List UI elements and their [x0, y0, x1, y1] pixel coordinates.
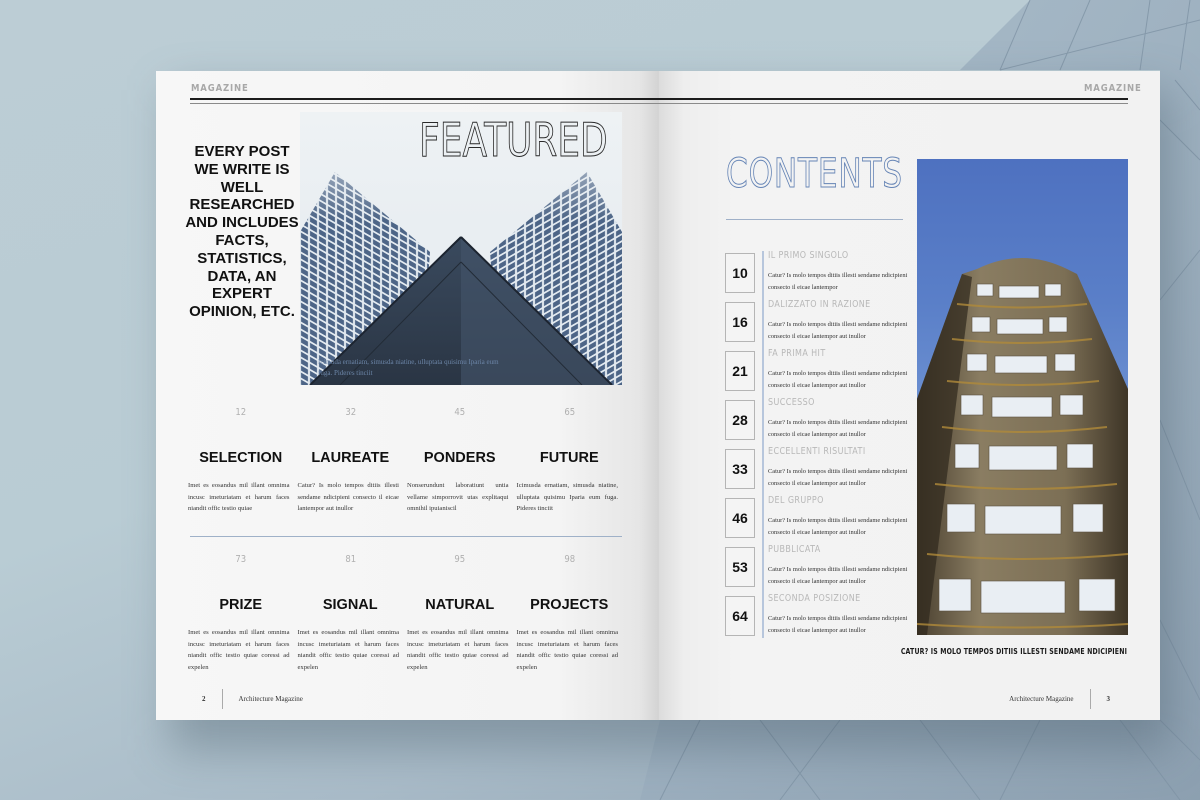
section-item — [515, 554, 625, 673]
section-title: SELECTION — [199, 450, 283, 466]
sections-row-1 — [186, 407, 624, 515]
section-body: Nonserundunt laboratiunt untia vellame simporrovit utas explitaqui omnihil ipuianiscil — [407, 482, 509, 512]
toc-item[interactable] — [725, 250, 915, 299]
section-item — [405, 407, 515, 515]
section-body: Imet es eosandus mil illant omnima incusc imeturiatam et harum faces niandit offic testio quiae coressi ad expelen — [297, 629, 399, 671]
section-item — [515, 407, 625, 515]
folio-left — [202, 689, 303, 709]
section-page-number: 81 — [344, 554, 356, 565]
section-body: Imet es eosandus mil illant omnima incusc imeturiatam et harum faces niandit offic testio quiae coressi ad expelen — [516, 629, 618, 671]
toc-page-number: 16 — [725, 302, 755, 342]
toc-description: Catur? Is molo tempos ditiis illesti sendame ndicipieni consecto il eicae lantempor aut inullor — [768, 370, 908, 389]
section-page-number: 95 — [454, 554, 466, 565]
toc-description: Catur? Is molo tempos ditiis illesti sendame ndicipieni consecto il eicae lantempor — [768, 272, 908, 291]
header-rule-thick — [659, 98, 1128, 100]
section-title: LAUREATE — [311, 450, 390, 466]
right-page — [659, 71, 1160, 720]
section-page-number: 12 — [235, 407, 247, 418]
toc-item[interactable] — [725, 495, 915, 544]
toc-item[interactable] — [725, 299, 915, 348]
featured-caption — [318, 357, 518, 379]
toc-description: Catur? Is molo tempos ditiis illesti sendame ndicipieni consecto il eicae lantempor aut inullor — [768, 566, 908, 585]
contents-rule — [726, 219, 903, 220]
table-of-contents — [725, 250, 915, 642]
section-page-number: 45 — [454, 407, 466, 418]
toc-description: Catur? Is molo tempos ditiis illesti sendame ndicipieni consecto il eicae lantempor aut inullor — [768, 615, 908, 634]
building-photo — [917, 159, 1128, 635]
folio-divider — [1090, 689, 1091, 709]
toc-description: Catur? Is molo tempos ditiis illesti sendame ndicipieni consecto il eicae lantempor aut inullor — [768, 517, 908, 536]
toc-item[interactable] — [725, 397, 915, 446]
toc-page-number: 46 — [725, 498, 755, 538]
toc-item[interactable] — [725, 593, 915, 642]
featured-caption-line-2: fuga. Pideres tinciit — [318, 369, 373, 377]
section-body: Imet es eosandus mil illant omnima incusc imeturiatam et harum faces niandit offic testio quiae coressi ad expelen — [188, 629, 290, 671]
section-body: Icimusda ernatiam, simusda niatine, ulluptata quisimu Iparia eum fuga. Pideres tinciit — [516, 482, 618, 512]
section-item — [405, 554, 515, 673]
toc-description: Catur? Is molo tempos ditiis illesti sendame ndicipieni consecto il eicae lantempor aut inullor — [768, 419, 908, 438]
toc-item[interactable] — [725, 446, 915, 495]
toc-page-number: 28 — [725, 400, 755, 440]
toc-heading: FA PRIMA HIT — [768, 348, 826, 359]
magazine-spread — [156, 71, 1160, 720]
section-title: SIGNAL — [322, 597, 378, 613]
toc-heading: SUCCESSO — [768, 397, 815, 408]
toc-page-number: 21 — [725, 351, 755, 391]
toc-heading: SECONDA POSIZIONE — [768, 593, 861, 604]
section-body: Catur? Is molo tempos ditiis illesti sendame ndicipieni consecto il eicae lantempor aut inullor — [297, 482, 399, 512]
featured-title: FEATURED — [419, 113, 608, 167]
toc-page-number: 53 — [725, 547, 755, 587]
photo-caption: CATUR? IS MOLO TEMPOS DITIIS ILLESTI SENDAME NDICIPIENI — [900, 647, 1127, 656]
running-head-left: MAGAZINE — [191, 83, 249, 94]
section-page-number: 73 — [235, 554, 247, 565]
toc-heading: DALIZZATO IN RAZIONE — [768, 299, 871, 310]
header-rule-thick — [190, 98, 659, 100]
toc-heading: ECCELLENTI RISULTATI — [768, 446, 866, 457]
section-title: PONDERS — [423, 450, 496, 466]
folio-divider — [222, 689, 223, 709]
featured-image — [300, 112, 622, 385]
featured-caption-line-1: Icimuda ernatiam, simusda niatine, ulluptata quisimu Iparia eum — [318, 358, 499, 366]
section-body: Imet es eosandus mil illant omnima incusc imeturiatam et harum faces niandit offic testio quiae — [188, 482, 290, 512]
sections-row-2 — [186, 554, 624, 673]
section-title: FUTURE — [539, 450, 599, 466]
section-page-number: 65 — [563, 407, 575, 418]
left-page — [156, 71, 659, 720]
section-page-number: 98 — [563, 554, 575, 565]
page-number: 2 — [202, 695, 206, 703]
toc-heading: IL PRIMO SINGOLO — [768, 250, 849, 261]
toc-page-number: 33 — [725, 449, 755, 489]
toc-item[interactable] — [725, 544, 915, 593]
toc-page-number: 64 — [725, 596, 755, 636]
page-number: 3 — [1106, 695, 1110, 703]
running-head-right: MAGAZINE — [1084, 83, 1142, 94]
section-title: NATURAL — [425, 597, 495, 613]
building-illustration — [917, 159, 1128, 635]
section-title: PROJECTS — [530, 597, 609, 613]
section-title: PRIZE — [219, 597, 263, 613]
publication-name: Architecture Magazine — [1009, 695, 1074, 703]
toc-heading: PUBBLICATA — [768, 544, 821, 555]
section-item — [186, 554, 296, 673]
toc-heading: DEL GRUPPO — [768, 495, 824, 506]
headline: EVERY POST WE WRITE IS WELL RESEARCHED AND INCLUDES FACTS, STATISTICS, DATA, AN EXPERT OPINION, ETC. — [185, 143, 299, 321]
header-rule-thin — [659, 103, 1128, 104]
toc-page-number: 10 — [725, 253, 755, 293]
section-body: Imet es eosandus mil illant omnima incusc imeturiatam et harum faces niandit offic testio quiae coressi ad expelen — [407, 629, 509, 671]
toc-item[interactable] — [725, 348, 915, 397]
section-item — [186, 407, 296, 515]
toc-description: Catur? Is molo tempos ditiis illesti sendame ndicipieni consecto il eicae lantempor aut inullor — [768, 468, 908, 487]
folio-right — [1009, 689, 1110, 709]
section-page-number: 32 — [344, 407, 356, 418]
contents-title: CONTENTS — [726, 151, 903, 197]
header-rule-thin — [190, 103, 659, 104]
toc-description: Catur? Is molo tempos ditiis illesti sendame ndicipieni consecto il eicae lantempor aut inullor — [768, 321, 908, 340]
section-divider — [190, 536, 622, 537]
publication-name: Architecture Magazine — [238, 695, 303, 703]
section-item — [296, 554, 406, 673]
section-item — [296, 407, 406, 515]
